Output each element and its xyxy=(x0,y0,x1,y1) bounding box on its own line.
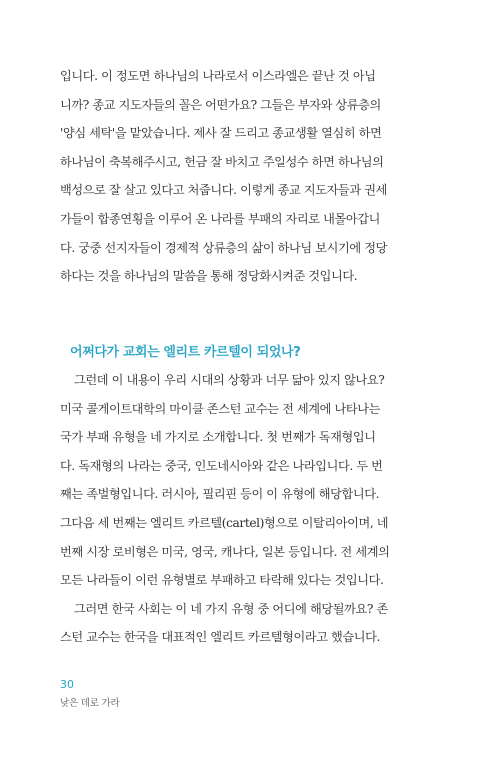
text-line: 번째 시장 로비형은 미국, 영국, 캐나다, 일본 등입니다. 전 세계의 xyxy=(60,544,390,559)
text-line: 백성으로 잘 살고 있다고 처줍니다. 이렇게 종교 지도자들과 권세 xyxy=(60,183,387,198)
text-line: 모든 나라들이 이런 유형별로 부패하고 타락해 있다는 것입니다. xyxy=(60,573,384,588)
text-line: 입니다. 이 정도면 하나님의 나라로서 이스라엘은 끝난 것 아닙 xyxy=(60,69,376,83)
text-line: 하나님이 축복해주시고, 헌금 잘 바치고 주일성수 하면 하나님의 xyxy=(60,154,384,169)
text-line: 하다는 것을 하나님의 말씀을 통해 정당화시켜준 것입니다. xyxy=(60,269,358,284)
page-number: 30 xyxy=(60,678,74,691)
body-text-block-1 xyxy=(60,62,442,291)
text-line: 국가 부패 유형을 네 가지로 소개합니다. 첫 번째가 독재형입니 xyxy=(60,430,376,445)
text-line: 그러면 한국 사회는 이 네 가지 유형 중 어디에 해당될까요? 존 xyxy=(74,601,388,616)
text-line: 째는 족벌형입니다. 러시아, 필리핀 등이 이 유형에 해당합니다. xyxy=(60,487,380,502)
text-line: 다. 궁중 선지자들이 경제적 상류층의 삶이 하나님 보시기에 정당 xyxy=(60,240,387,255)
text-line: 니까? 종교 지도자들의 꼴은 어떤가요? 그들은 부자와 상류층의 xyxy=(60,97,381,112)
body-text-block-2 xyxy=(60,366,442,652)
text-line: 미국 콜게이트대학의 마이클 존스턴 교수는 전 세계에 나타나는 xyxy=(60,401,381,416)
text-line: 그런데 이 내용이 우리 시대의 상황과 너무 닮아 있지 않나요? xyxy=(74,373,385,387)
text-line: 가들이 합종연횡을 이루어 온 나라를 부패의 자리로 내몰아갑니 xyxy=(60,211,381,226)
text-line: 다. 독재형의 나라는 중국, 인도네시아와 같은 나라입니다. 두 번 xyxy=(60,458,383,473)
text-line: '양심 세탁'을 맡았습니다. 제사 잘 드리고 종교생활 열심히 하면 xyxy=(60,126,382,141)
text-line: 그다음 세 번째는 엘리트 카르텔(cartel)형으로 이탈리아이며, 네 xyxy=(60,515,389,530)
text-line: 스턴 교수는 한국을 대표적인 엘리트 카르텔형이라고 했습니다. xyxy=(60,630,381,645)
section-heading: 어쩌다가 교회는 엘리트 카르텔이 되었나? xyxy=(70,345,301,360)
page-footer xyxy=(60,678,120,709)
running-title: 낮은 데로 가라 xyxy=(60,698,120,709)
